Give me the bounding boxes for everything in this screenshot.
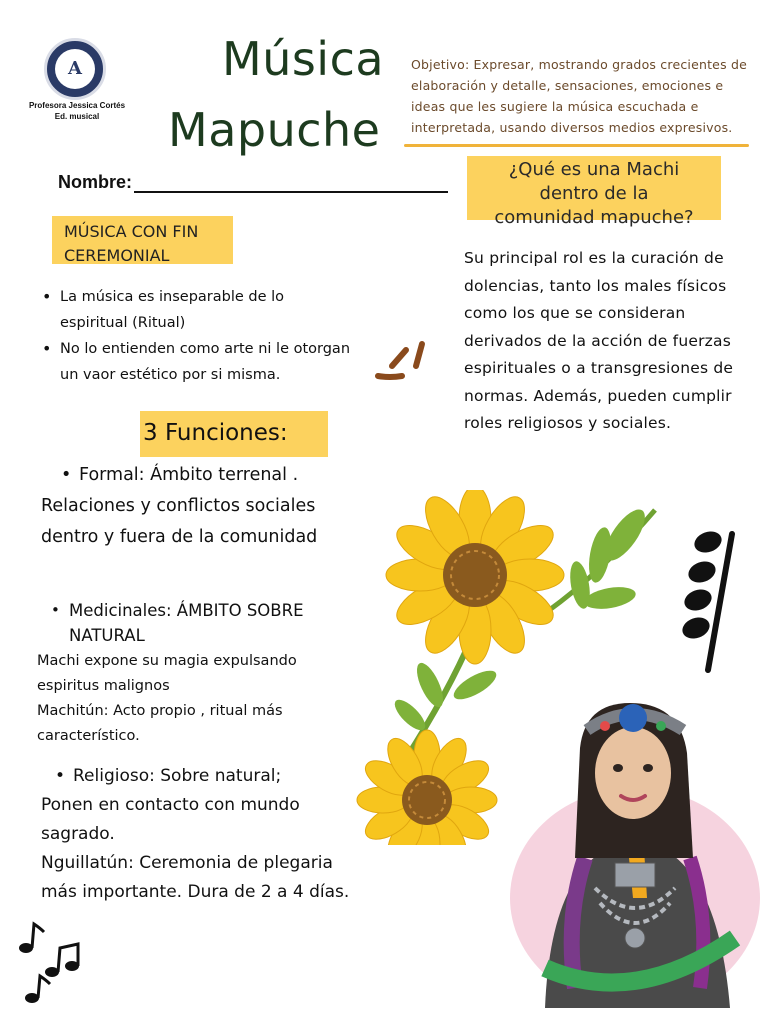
religious-desc-1: Ponen en contacto con mundo sagrado.	[41, 795, 300, 844]
medicinal-description	[37, 649, 357, 749]
title-line-1: Música	[222, 32, 385, 86]
formal-function	[41, 460, 351, 553]
school-logo	[44, 38, 106, 100]
question-heading	[467, 158, 721, 230]
music-notes-icon	[14, 916, 94, 1012]
machi-woman-illustration	[505, 688, 760, 1013]
name-blank-line[interactable]	[134, 175, 448, 193]
religious-label: • Religioso: Sobre natural;	[55, 762, 281, 791]
religious-function	[41, 762, 351, 907]
name-field[interactable]	[58, 172, 448, 193]
formal-description: Relaciones y conflictos sociales dentro y fuera de la comunidad	[41, 496, 318, 547]
teacher-name: Profesora Jessica Cortés	[28, 101, 126, 110]
accent-strokes-icon	[372, 336, 434, 388]
teacher-info	[22, 100, 132, 122]
medicinal-function	[51, 598, 361, 648]
name-label: Nombre:	[58, 172, 133, 192]
functions-title: 3 Funciones:	[143, 420, 288, 446]
section-title-line-2: CEREMONIAL	[64, 246, 170, 265]
medicinal-desc-1: Machi expone su magia expulsando espiritus malignos	[37, 653, 297, 694]
logo-letters: A	[55, 49, 95, 89]
bullet-item: • La música es inseparable de lo espiritual (Ritual)	[42, 284, 352, 336]
question-line-2: dentro de la	[539, 183, 649, 204]
question-line-1: ¿Qué es una Machi	[508, 159, 680, 180]
music-note-icon	[682, 528, 742, 678]
section-title-line-1: MÚSICA CON FIN	[64, 222, 199, 241]
title-line-2: Mapuche	[168, 103, 381, 157]
medicinal-desc-2: Machitún: Acto propio , ritual más característico.	[37, 703, 283, 744]
bullet-item: • No lo entienden como arte ni le otorgan un vaor estético por si misma.	[42, 336, 352, 388]
question-line-3: comunidad mapuche?	[494, 207, 694, 228]
music-bullets	[42, 284, 352, 388]
teacher-role: Ed. musical	[54, 112, 100, 121]
objective-text: Objetivo: Expresar, mostrando grados crecientes de elaboración y detalle, sensaciones, emociones e ideas que les sugiere la música escuchada e interpretada, usando diversos medios expresivos.	[411, 57, 747, 135]
objective-underline	[404, 144, 749, 147]
religious-desc-2: Nguillatún: Ceremonia de plegaria más importante. Dura de 2 a 4 días.	[41, 853, 350, 902]
machi-description: Su principal rol es la curación de dolencias, tanto los males físicos como los que se consideran derivados de la acción de fuerzas espirituales o a transgresiones de normas. Además, pueden cumplir roles religiosos y sociales.	[464, 249, 734, 432]
formal-label: • Formal: Ámbito terrenal .	[61, 460, 298, 491]
section-title	[64, 220, 244, 268]
medicinal-label: • Medicinales: ÁMBITO SOBRE NATURAL	[51, 598, 361, 648]
